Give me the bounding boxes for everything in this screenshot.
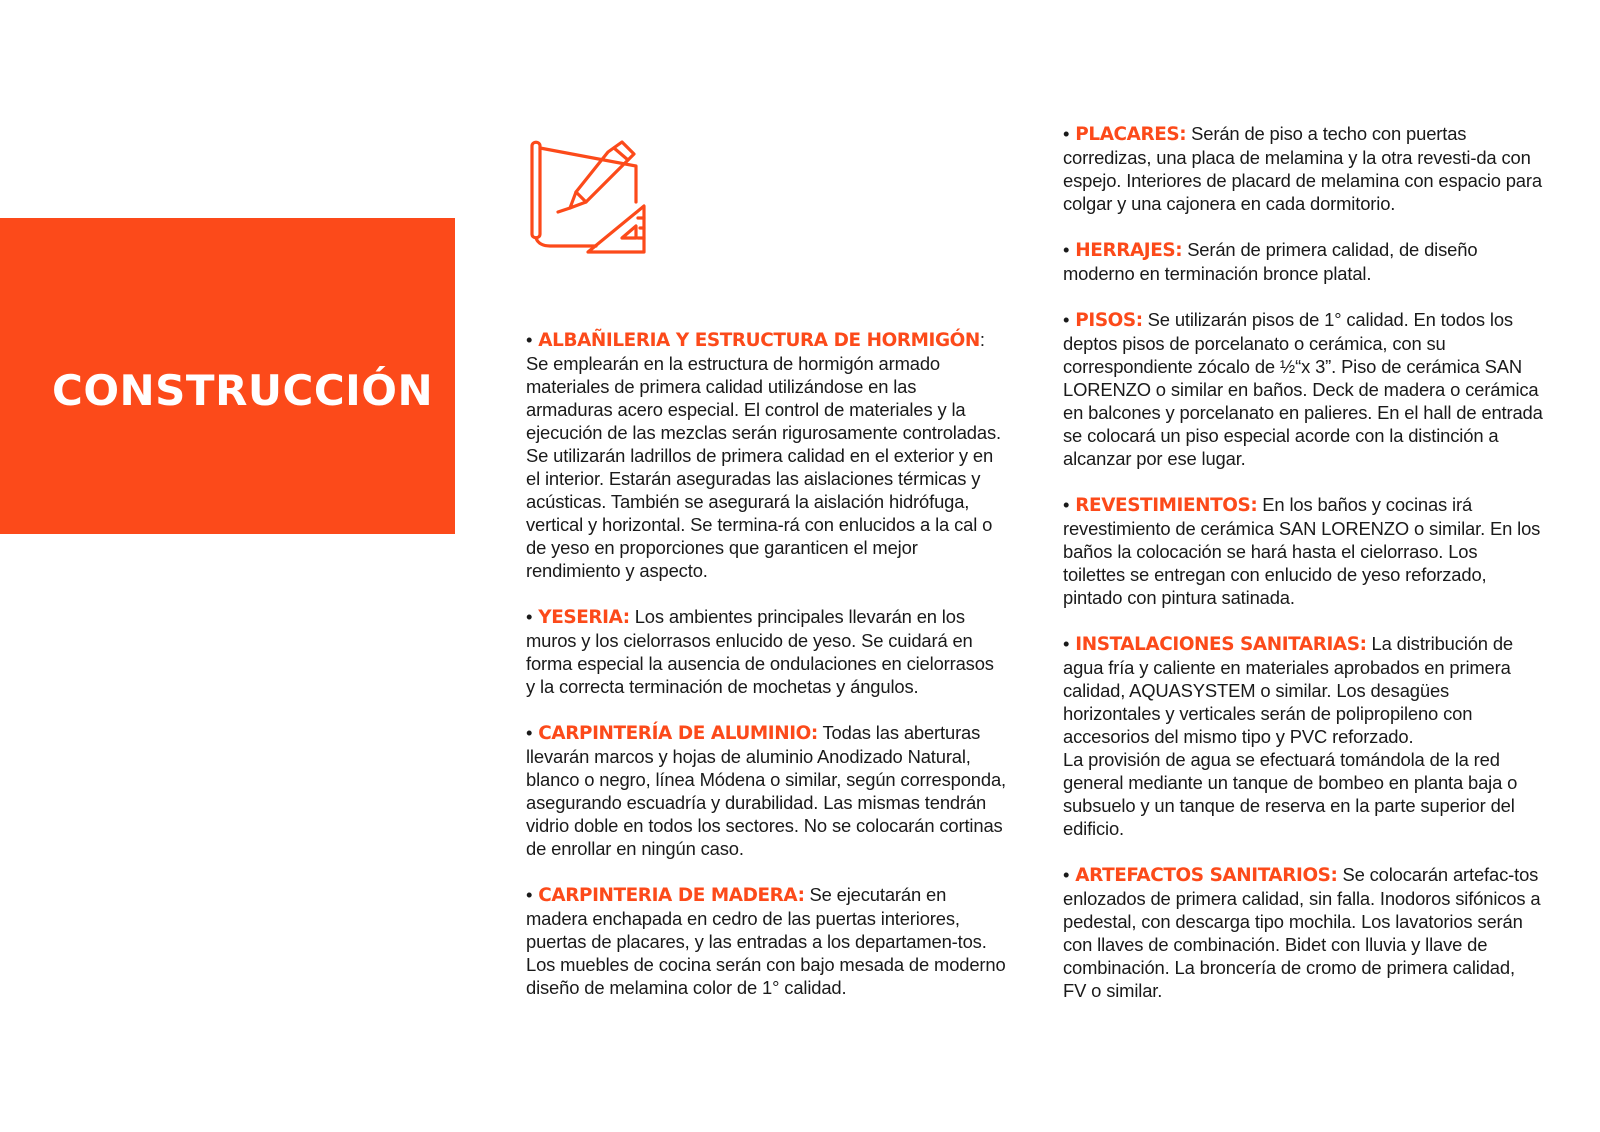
bullet: • (526, 884, 533, 905)
spec-heading: ARTEFACTOS SANITARIOS: (1075, 865, 1338, 886)
spec-heading: REVESTIMIENTOS: (1075, 495, 1258, 516)
spec-body: En los baños y cocinas irá revestimiento de cerámica SAN LORENZO o similar. En los baños la colocación se hará hasta el cielorraso. Los toilettes se entregan con enlucido de yeso reforzado, pintado con pintura satinada. (1063, 494, 1541, 608)
bullet: • (1063, 494, 1070, 515)
bullet: • (1063, 633, 1070, 654)
spec-heading: PISOS: (1075, 310, 1143, 331)
spec-item-artefactos-sanitarios (1063, 863, 1543, 1002)
spec-body: Se utilizarán pisos de 1° calidad. En todos los deptos pisos de porcelanato o cerámica, con su correspondiente zócalo de ½“x 3”. Piso de cerámica SAN LORENZO o similar en baños. Deck de madera o cerámica en balcones y porcelanato en palieres. En el hall de entrada se colocará un piso especial acorde con la distinción a alcanzar por ese lugar. (1063, 309, 1543, 469)
spec-heading: ALBAÑILERIA Y ESTRUCTURA DE HORMIGÓN (538, 330, 980, 351)
spec-item-instalaciones-sanitarias (1063, 632, 1543, 840)
right-column (1063, 122, 1543, 1025)
spec-item-carpinteria-madera (526, 883, 1006, 999)
spec-item-placares (1063, 122, 1543, 215)
bullet: • (526, 329, 533, 350)
spec-heading: CARPINTERÍA DE ALUMINIO: (538, 723, 818, 744)
spec-heading: INSTALACIONES SANITARIAS: (1075, 634, 1367, 655)
bullet: • (1063, 123, 1070, 144)
spec-body: Se emplearán en la estructura de hormigón armado materiales de primera calidad utilizándose en las armaduras acero especial. El control de materiales y la ejecución de las mezclas serán rigurosamente controladas. Se utilizarán ladrillos de primera calidad en el exterior y en el interior. Estarán aseguradas las aislaciones térmicas y acústicas. También se asegurará la aislación hidrófuga, vertical y horizontal. Se termina-rá con enlucidos a la cal o de yeso en proporciones que garanticen el mejor rendimiento y aspecto. (526, 353, 1001, 581)
bullet: • (1063, 864, 1070, 885)
spec-item-herrajes (1063, 238, 1543, 285)
spec-item-revestimientos (1063, 493, 1543, 609)
spec-item-albanileria (526, 328, 1006, 582)
spec-heading: HERRAJES: (1075, 240, 1183, 261)
spec-body: Se colocarán artefac-tos enlozados de primera calidad, sin falla. Inodoros sifónicos a pedestal, con descarga tipo mochila. Los lavatorios serán con llaves de combinación. Bidet con lluvia y llave de combinación. La broncería de cromo de primera calidad, FV o similar. (1063, 864, 1541, 1001)
bullet: • (526, 722, 533, 743)
spec-body: Serán de piso a techo con puertas corredizas, una placa de melamina y la otra revesti-da con espejo. Interiores de placard de melamina con espacio para colgar y una cajonera en cada dormitorio. (1063, 123, 1542, 214)
spec-item-yeseria (526, 605, 1006, 698)
spec-body: Todas las aberturas llevarán marcos y hojas de aluminio Anodizado Natural, blanco o negro, línea Módena o similar, según corresponda, asegurando escuadría y durabilidad. Las mismas tendrán vidrio doble en todos los sectores. No se colocarán cortinas de enrollar en ningún caso. (526, 722, 1006, 859)
bullet: • (526, 606, 533, 627)
heading-colon: : (979, 329, 985, 350)
spec-item-carpinteria-aluminio (526, 721, 1006, 860)
bullet: • (1063, 309, 1070, 330)
spec-body-continued: La provisión de agua se efectuará tomándola de la red general mediante un tanque de bombeo en planta baja o subsuelo y un tanque de reserva en la parte superior del edificio. (1063, 749, 1518, 839)
spec-body: La distribución de agua fría y caliente en materiales aprobados en primera calidad, AQUASYSTEM o similar. Los desagües horizontales y verticales serán de polipropileno con accesorios del mismo tipo y PVC reforzado. (1063, 633, 1513, 747)
spec-heading: PLACARES: (1075, 124, 1187, 145)
bullet: • (1063, 239, 1070, 260)
blueprint-pencil-ruler-icon (526, 138, 654, 262)
spec-heading: YESERIA: (538, 607, 630, 628)
spec-item-pisos (1063, 308, 1543, 470)
left-column (526, 328, 1006, 1022)
spec-body: Serán de primera calidad, de diseño moderno en terminación bronce platal. (1063, 239, 1478, 284)
spec-heading: CARPINTERIA DE MADERA: (538, 885, 805, 906)
spec-body: Se ejecutarán en madera enchapada en cedro de las puertas interiores, puertas de placares, y las entradas a los departamen-tos. Los muebles de cocina serán con bajo mesada de moderno diseño de melamina color de 1° calidad. (526, 884, 1006, 998)
spec-body: Los ambientes principales llevarán en los muros y los cielorrasos enlucido de yeso. Se cuidará en forma especial la ausencia de ondulaciones en cielorrasos y la correcta terminación de mochetas y ángulos. (526, 606, 994, 697)
section-title: CONSTRUCCIÓN (52, 366, 434, 415)
